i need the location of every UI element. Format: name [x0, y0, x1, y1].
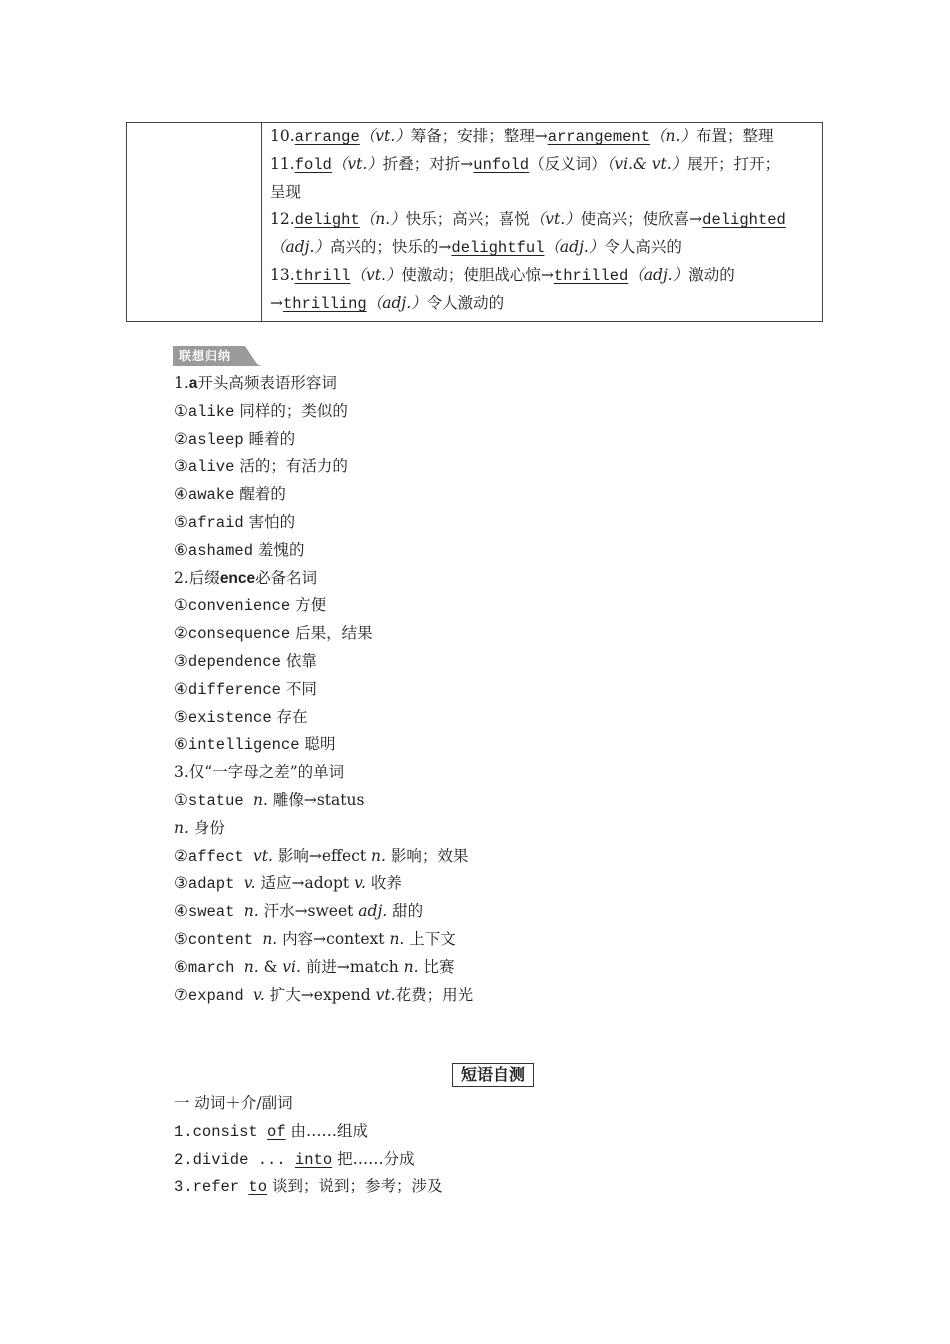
group-number: 1.	[174, 374, 189, 392]
group-heading	[174, 759, 794, 787]
item-mark: ③	[174, 457, 188, 476]
phrase-verb: 3.refer	[174, 1178, 249, 1197]
entry-fold	[270, 151, 814, 179]
phrase-verb: 2.divide ...	[174, 1150, 295, 1169]
phrase-item	[174, 1118, 794, 1146]
part-of-speech: n.	[371, 846, 386, 865]
phrase-list	[174, 1090, 794, 1201]
list-item	[174, 898, 794, 926]
meaning: 使激动；使胆战心惊→	[401, 265, 554, 284]
item-meaning: 睡着的	[243, 429, 296, 448]
table-left-cell	[127, 123, 262, 321]
part-of-speech: （adj.）	[366, 293, 427, 312]
list-item	[174, 843, 794, 871]
item-mark: ①	[174, 401, 188, 420]
meaning: 令人激动的	[426, 293, 505, 312]
group-title: 3.仅“一字母之差”的单词	[174, 763, 345, 782]
part-of-speech: n.	[243, 957, 259, 976]
item-word: dependence	[187, 652, 281, 671]
list-item	[174, 453, 794, 481]
item-word: existence	[187, 708, 272, 727]
group-title: 后缀	[188, 568, 220, 587]
part-of-speech: n.	[389, 929, 405, 948]
suffix: ence	[219, 569, 256, 587]
item-word: awake	[187, 486, 235, 505]
phrase-verb: 1.consist	[174, 1122, 268, 1141]
phrase-section-title: 短语自测	[452, 1063, 534, 1087]
item-word: alive	[187, 458, 235, 477]
derived-word: unfold	[473, 155, 530, 174]
item-word: ⑥march	[174, 958, 244, 977]
entry-arrange	[270, 123, 814, 151]
item-meaning: 花费；用光	[395, 985, 474, 1004]
list-item	[174, 648, 794, 676]
meaning: 折叠；对折→	[382, 154, 474, 173]
item-meaning: 身份	[188, 818, 225, 837]
item-meaning: 不同	[280, 679, 317, 698]
item-meaning: 雕像→status	[267, 790, 365, 809]
item-word: alike	[187, 402, 235, 421]
item-meaning: 内容→context	[277, 929, 390, 948]
part-of-speech: （adj.）	[628, 265, 689, 284]
item-word: asleep	[187, 430, 244, 449]
list-item	[174, 704, 794, 732]
meaning: 激动的	[688, 265, 735, 284]
item-word: ②affect	[174, 847, 254, 866]
item-meaning: 影响；效果	[385, 846, 469, 865]
part-of-speech: （vt.）	[359, 127, 411, 145]
list-item	[174, 982, 794, 1010]
item-meaning: 适应→adopt	[255, 874, 355, 893]
part-of-speech: （n.）	[650, 127, 696, 145]
entry-number: 13.	[270, 265, 295, 284]
part-of-speech: （vt.）	[331, 154, 383, 173]
item-meaning: 存在	[271, 707, 308, 726]
phrase-answer: to	[248, 1178, 268, 1197]
item-mark: ③	[174, 651, 188, 670]
list-item	[174, 620, 794, 648]
item-mark: ②	[174, 429, 188, 448]
item-meaning: 羞愧的	[253, 540, 305, 559]
part-of-speech: （n.）	[359, 210, 406, 229]
headword: arrange	[294, 128, 360, 146]
part-of-speech: n.	[174, 818, 189, 837]
part-of-speech: vt.	[253, 846, 273, 865]
entry-number: 12.	[270, 210, 295, 229]
table-right-cell	[262, 123, 822, 321]
list-item	[174, 926, 794, 954]
phrase-item	[174, 1173, 794, 1201]
item-meaning: 依靠	[280, 651, 317, 670]
list-item	[174, 870, 794, 898]
item-word: ⑤content	[174, 930, 263, 949]
derived-word: delightful	[451, 239, 545, 258]
connector: &	[258, 957, 283, 976]
note: （反义词）	[529, 154, 607, 173]
list-item	[174, 509, 794, 537]
item-meaning: 汗水→sweet	[258, 902, 359, 921]
item-meaning: 聪明	[299, 735, 336, 754]
item-meaning: 同样的；类似的	[234, 401, 348, 420]
item-meaning: 影响→effect	[272, 846, 372, 865]
phrase-meaning: 谈到；说到；参考；涉及	[267, 1177, 443, 1196]
entry-delight-wrap	[270, 234, 814, 262]
item-meaning: 上下文	[404, 929, 456, 948]
entry-delight	[270, 206, 814, 234]
item-mark: ⑤	[174, 707, 188, 726]
phrase-meaning: 把……分成	[332, 1149, 415, 1168]
item-mark: ⑥	[174, 540, 188, 559]
part-of-speech: v.	[354, 874, 366, 893]
list-item	[174, 537, 794, 565]
section-tag	[173, 346, 263, 366]
list-item	[174, 398, 794, 426]
meaning: 呈现	[270, 182, 302, 201]
item-meaning: 比赛	[418, 957, 455, 976]
item-meaning: 活的；有活力的	[234, 457, 348, 476]
item-word: ①statue	[174, 791, 254, 810]
group-title: 开头高频表语形容词	[197, 374, 337, 392]
group-heading	[174, 565, 794, 593]
part-of-speech: n.	[403, 957, 419, 976]
arrow: →	[270, 293, 283, 312]
item-meaning: 后果，结果	[290, 624, 373, 643]
item-mark: ②	[174, 624, 188, 643]
phrase-meaning: 由……组成	[285, 1121, 369, 1140]
item-meaning: 害怕的	[243, 512, 296, 531]
item-mark: ⑥	[174, 735, 188, 754]
item-mark: ①	[174, 596, 188, 615]
part-of-speech: （vi.& vt.）	[606, 154, 688, 173]
item-word: ⑦expand	[174, 986, 254, 1005]
item-word: ④sweat	[174, 903, 244, 922]
item-meaning: 甜的	[387, 902, 424, 921]
part-of-speech: （adj.）	[544, 238, 605, 257]
part-of-speech: v.	[243, 874, 256, 893]
phrase-item	[174, 1146, 794, 1174]
headword: delight	[294, 211, 360, 230]
item-meaning: 扩大→expend	[264, 985, 376, 1004]
tag-label: 联想归纳	[179, 349, 232, 363]
item-word: afraid	[187, 513, 244, 532]
derived-word: arrangement	[547, 128, 651, 146]
phrase-answer: of	[267, 1122, 286, 1141]
meaning: 快乐；高兴；喜悦	[405, 210, 530, 229]
meaning: 筹备；安排；整理→	[410, 127, 548, 145]
headword: thrill	[294, 266, 351, 285]
list-item	[174, 592, 794, 620]
item-word: consequence	[187, 625, 291, 644]
meaning: 布置；整理	[695, 127, 774, 145]
part-of-speech: n.	[262, 929, 278, 948]
meaning: 令人高兴的	[604, 238, 682, 257]
part-of-speech: n.	[243, 902, 259, 921]
letter: a	[188, 375, 198, 392]
meaning: 展开；打开；	[687, 154, 781, 173]
item-meaning: 收养	[365, 874, 402, 893]
entry-thrill	[270, 262, 814, 290]
list-item	[174, 481, 794, 509]
association-list	[174, 370, 794, 1009]
part-of-speech: （vt.）	[350, 265, 402, 284]
part-of-speech: v.	[253, 985, 265, 1004]
item-mark: ④	[174, 485, 188, 504]
group-heading	[174, 370, 794, 398]
entry-number: 10.	[270, 127, 295, 145]
item-word: convenience	[187, 597, 291, 616]
phrase-subtitle: 一 动词＋介/副词	[174, 1094, 293, 1112]
list-item	[174, 954, 794, 982]
item-word: difference	[187, 680, 281, 699]
item-meaning: 方便	[290, 596, 327, 615]
item-mark: ④	[174, 679, 188, 698]
group-number: 2.	[174, 568, 189, 587]
meaning: 高兴的；快乐的→	[329, 238, 452, 257]
entry-thrill-wrap	[270, 290, 814, 318]
item-word: ashamed	[187, 541, 254, 560]
item-word: ③adapt	[174, 875, 244, 894]
item-meaning: 醒着的	[234, 485, 286, 504]
item-word: intelligence	[187, 736, 300, 755]
list-item	[174, 426, 794, 454]
group-title: 必备名词	[255, 568, 318, 587]
derived-word: delighted	[702, 211, 786, 230]
derived-word: thrilled	[553, 266, 629, 285]
headword: fold	[294, 155, 332, 174]
part-of-speech: n.	[253, 790, 268, 809]
derived-word: thrilling	[283, 294, 367, 313]
list-item-wrap	[174, 815, 794, 843]
meaning: 使高兴；使欣喜→	[580, 210, 703, 229]
part-of-speech: （adj.）	[270, 238, 330, 257]
part-of-speech: vi.	[282, 957, 301, 976]
list-item	[174, 787, 794, 815]
entry-fold-wrap	[270, 179, 814, 207]
part-of-speech: （vt.）	[529, 210, 581, 229]
item-meaning: 前进→match	[300, 957, 404, 976]
part-of-speech: vt.	[375, 985, 396, 1004]
phrase-answer: into	[294, 1150, 333, 1169]
part-of-speech: adj.	[358, 902, 388, 921]
list-item	[174, 676, 794, 704]
entry-number: 11.	[270, 154, 295, 173]
item-mark: ⑤	[174, 512, 188, 531]
list-item	[174, 731, 794, 759]
vocabulary-table	[126, 122, 823, 322]
